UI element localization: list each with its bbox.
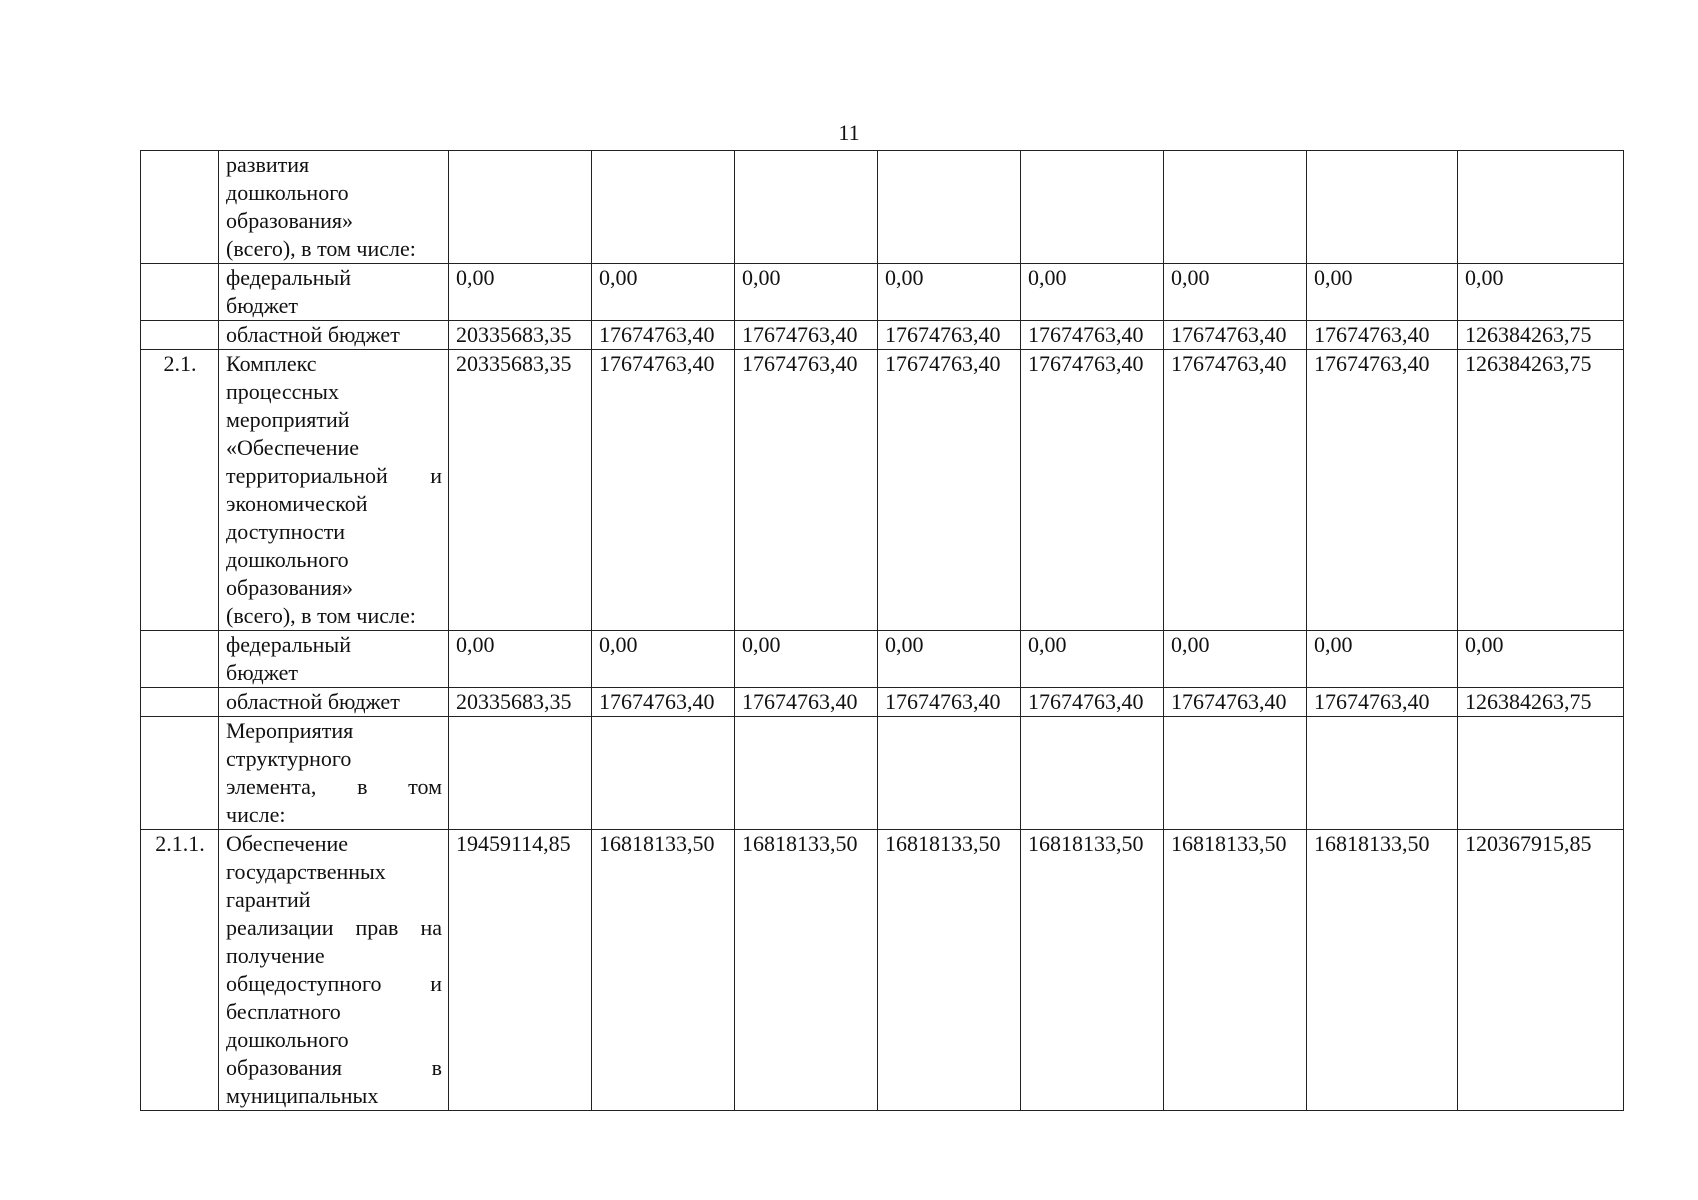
description-word: числе:	[226, 802, 286, 827]
value-cell: 0,00	[878, 264, 1021, 321]
value-cell: 17674763,40	[592, 350, 735, 631]
description-cell	[219, 321, 449, 350]
description-line	[226, 858, 442, 886]
value-cell	[1021, 717, 1164, 830]
row-number-cell	[141, 717, 219, 830]
value-cell: 126384263,75	[1458, 688, 1624, 717]
description-word: на	[420, 915, 442, 940]
description-word: процессных	[226, 379, 339, 404]
description-line	[226, 378, 442, 406]
value-cell: 17674763,40	[1021, 350, 1164, 631]
description-line	[226, 350, 442, 378]
description-line	[226, 518, 442, 546]
description-line	[226, 151, 442, 179]
description-cell	[219, 688, 449, 717]
row-number-cell	[141, 151, 219, 264]
description-cell	[219, 264, 449, 321]
value-cell: 16818133,50	[735, 830, 878, 1111]
description-word: в	[431, 1055, 442, 1080]
description-line	[226, 631, 442, 659]
description-word: областной бюджет	[226, 689, 400, 714]
row-number-cell	[141, 321, 219, 350]
value-cell: 16818133,50	[1021, 830, 1164, 1111]
value-cell: 17674763,40	[735, 350, 878, 631]
description-line	[226, 235, 442, 263]
description-line	[226, 292, 442, 320]
value-cell: 0,00	[1164, 631, 1307, 688]
description-word: в	[357, 774, 368, 799]
table-row	[141, 151, 1624, 264]
description-line	[226, 1054, 442, 1082]
value-cell: 126384263,75	[1458, 321, 1624, 350]
table-row	[141, 350, 1624, 631]
value-cell: 20335683,35	[449, 321, 592, 350]
description-word: и	[430, 971, 442, 996]
value-cell	[1164, 717, 1307, 830]
value-cell: 17674763,40	[1307, 350, 1458, 631]
description-word: экономической	[226, 491, 368, 516]
value-cell: 17674763,40	[1021, 321, 1164, 350]
description-word: развития	[226, 152, 310, 177]
description-word: областной бюджет	[226, 322, 400, 347]
description-word: территориальной	[226, 463, 388, 488]
value-cell: 126384263,75	[1458, 350, 1624, 631]
description-line	[226, 659, 442, 687]
description-word: прав	[355, 915, 399, 940]
value-cell: 17674763,40	[1021, 688, 1164, 717]
value-cell: 0,00	[1307, 264, 1458, 321]
table-row	[141, 321, 1624, 350]
value-cell: 16818133,50	[1307, 830, 1458, 1111]
description-word: бесплатного	[226, 999, 341, 1024]
value-cell: 0,00	[592, 264, 735, 321]
description-line	[226, 1026, 442, 1054]
value-cell	[1307, 151, 1458, 264]
value-cell: 17674763,40	[592, 321, 735, 350]
value-cell	[735, 151, 878, 264]
description-word: бюджет	[226, 660, 298, 685]
budget-table	[140, 150, 1624, 1111]
description-word: государственных	[226, 859, 386, 884]
row-number-cell	[141, 264, 219, 321]
value-cell: 0,00	[1458, 631, 1624, 688]
value-cell: 17674763,40	[735, 688, 878, 717]
description-cell	[219, 350, 449, 631]
table-body	[141, 151, 1624, 1111]
value-cell: 0,00	[878, 631, 1021, 688]
value-cell	[878, 717, 1021, 830]
table-row	[141, 830, 1624, 1111]
value-cell: 0,00	[449, 631, 592, 688]
description-word: Мероприятия	[226, 718, 354, 743]
description-line	[226, 462, 442, 490]
description-word: элемента,	[226, 774, 317, 799]
description-word: муниципальных	[226, 1083, 379, 1108]
value-cell: 17674763,40	[878, 350, 1021, 631]
description-line	[226, 801, 442, 829]
value-cell: 17674763,40	[1164, 350, 1307, 631]
description-cell	[219, 151, 449, 264]
description-word: бюджет	[226, 293, 298, 318]
value-cell	[592, 717, 735, 830]
description-word: структурного	[226, 746, 352, 771]
value-cell: 17674763,40	[735, 321, 878, 350]
description-word: дошкольного	[226, 547, 349, 572]
description-word: образования»	[226, 575, 354, 600]
description-line	[226, 264, 442, 292]
table-row	[141, 688, 1624, 717]
value-cell: 0,00	[735, 631, 878, 688]
description-word: Комплекс	[226, 351, 317, 376]
description-line	[226, 998, 442, 1026]
value-cell	[1164, 151, 1307, 264]
description-line	[226, 321, 442, 349]
value-cell: 0,00	[449, 264, 592, 321]
value-cell: 16818133,50	[1164, 830, 1307, 1111]
value-cell: 17674763,40	[592, 688, 735, 717]
value-cell	[1458, 717, 1624, 830]
value-cell: 17674763,40	[878, 688, 1021, 717]
description-line	[226, 207, 442, 235]
description-line	[226, 745, 442, 773]
value-cell	[592, 151, 735, 264]
value-cell: 17674763,40	[1307, 688, 1458, 717]
description-line	[226, 490, 442, 518]
description-word: Обеспечение	[226, 831, 348, 856]
value-cell: 0,00	[592, 631, 735, 688]
description-line	[226, 574, 442, 602]
description-word: (всего), в том числе:	[226, 236, 416, 261]
description-word: образования	[226, 1055, 343, 1080]
value-cell	[1307, 717, 1458, 830]
value-cell	[878, 151, 1021, 264]
description-word: федеральный	[226, 265, 351, 290]
value-cell: 0,00	[1307, 631, 1458, 688]
description-line	[226, 434, 442, 462]
row-number-cell	[141, 688, 219, 717]
description-line	[226, 914, 442, 942]
value-cell: 17674763,40	[1164, 688, 1307, 717]
value-cell: 0,00	[735, 264, 878, 321]
value-cell	[1458, 151, 1624, 264]
description-line	[226, 773, 442, 801]
value-cell: 20335683,35	[449, 350, 592, 631]
value-cell: 16818133,50	[592, 830, 735, 1111]
description-line	[226, 886, 442, 914]
description-word: общедоступного	[226, 971, 382, 996]
description-cell	[219, 830, 449, 1111]
description-word: том	[408, 774, 442, 799]
description-word: мероприятий	[226, 407, 350, 432]
description-word: доступности	[226, 519, 346, 544]
value-cell: 17674763,40	[878, 321, 1021, 350]
value-cell: 0,00	[1021, 631, 1164, 688]
description-word: федеральный	[226, 632, 351, 657]
description-line	[226, 970, 442, 998]
description-line	[226, 1082, 442, 1110]
description-word: и	[430, 463, 442, 488]
value-cell: 16818133,50	[878, 830, 1021, 1111]
description-word: (всего), в том числе:	[226, 603, 416, 628]
description-line	[226, 179, 442, 207]
row-number-cell: 2.1.1.	[141, 830, 219, 1111]
description-word: дошкольного	[226, 180, 349, 205]
description-line	[226, 406, 442, 434]
description-line	[226, 717, 442, 745]
description-line	[226, 688, 442, 716]
value-cell: 0,00	[1164, 264, 1307, 321]
row-number-cell	[141, 631, 219, 688]
description-word: дошкольного	[226, 1027, 349, 1052]
page-number: 11	[838, 120, 860, 145]
value-cell: 17674763,40	[1164, 321, 1307, 350]
table-row	[141, 264, 1624, 321]
description-line	[226, 546, 442, 574]
description-word: получение	[226, 943, 325, 968]
value-cell: 17674763,40	[1307, 321, 1458, 350]
value-cell: 0,00	[1021, 264, 1164, 321]
value-cell: 20335683,35	[449, 688, 592, 717]
value-cell	[735, 717, 878, 830]
description-word: образования»	[226, 208, 354, 233]
description-line	[226, 942, 442, 970]
value-cell: 120367915,85	[1458, 830, 1624, 1111]
description-cell	[219, 631, 449, 688]
row-number-cell: 2.1.	[141, 350, 219, 631]
description-line	[226, 602, 442, 630]
description-cell	[219, 717, 449, 830]
description-word: реализации	[226, 915, 334, 940]
table-row	[141, 631, 1624, 688]
value-cell	[1021, 151, 1164, 264]
value-cell: 19459114,85	[449, 830, 592, 1111]
value-cell	[449, 151, 592, 264]
description-word: гарантий	[226, 887, 311, 912]
table-row	[141, 717, 1624, 830]
value-cell	[449, 717, 592, 830]
description-line	[226, 830, 442, 858]
value-cell: 0,00	[1458, 264, 1624, 321]
description-word: «Обеспечение	[226, 435, 359, 460]
